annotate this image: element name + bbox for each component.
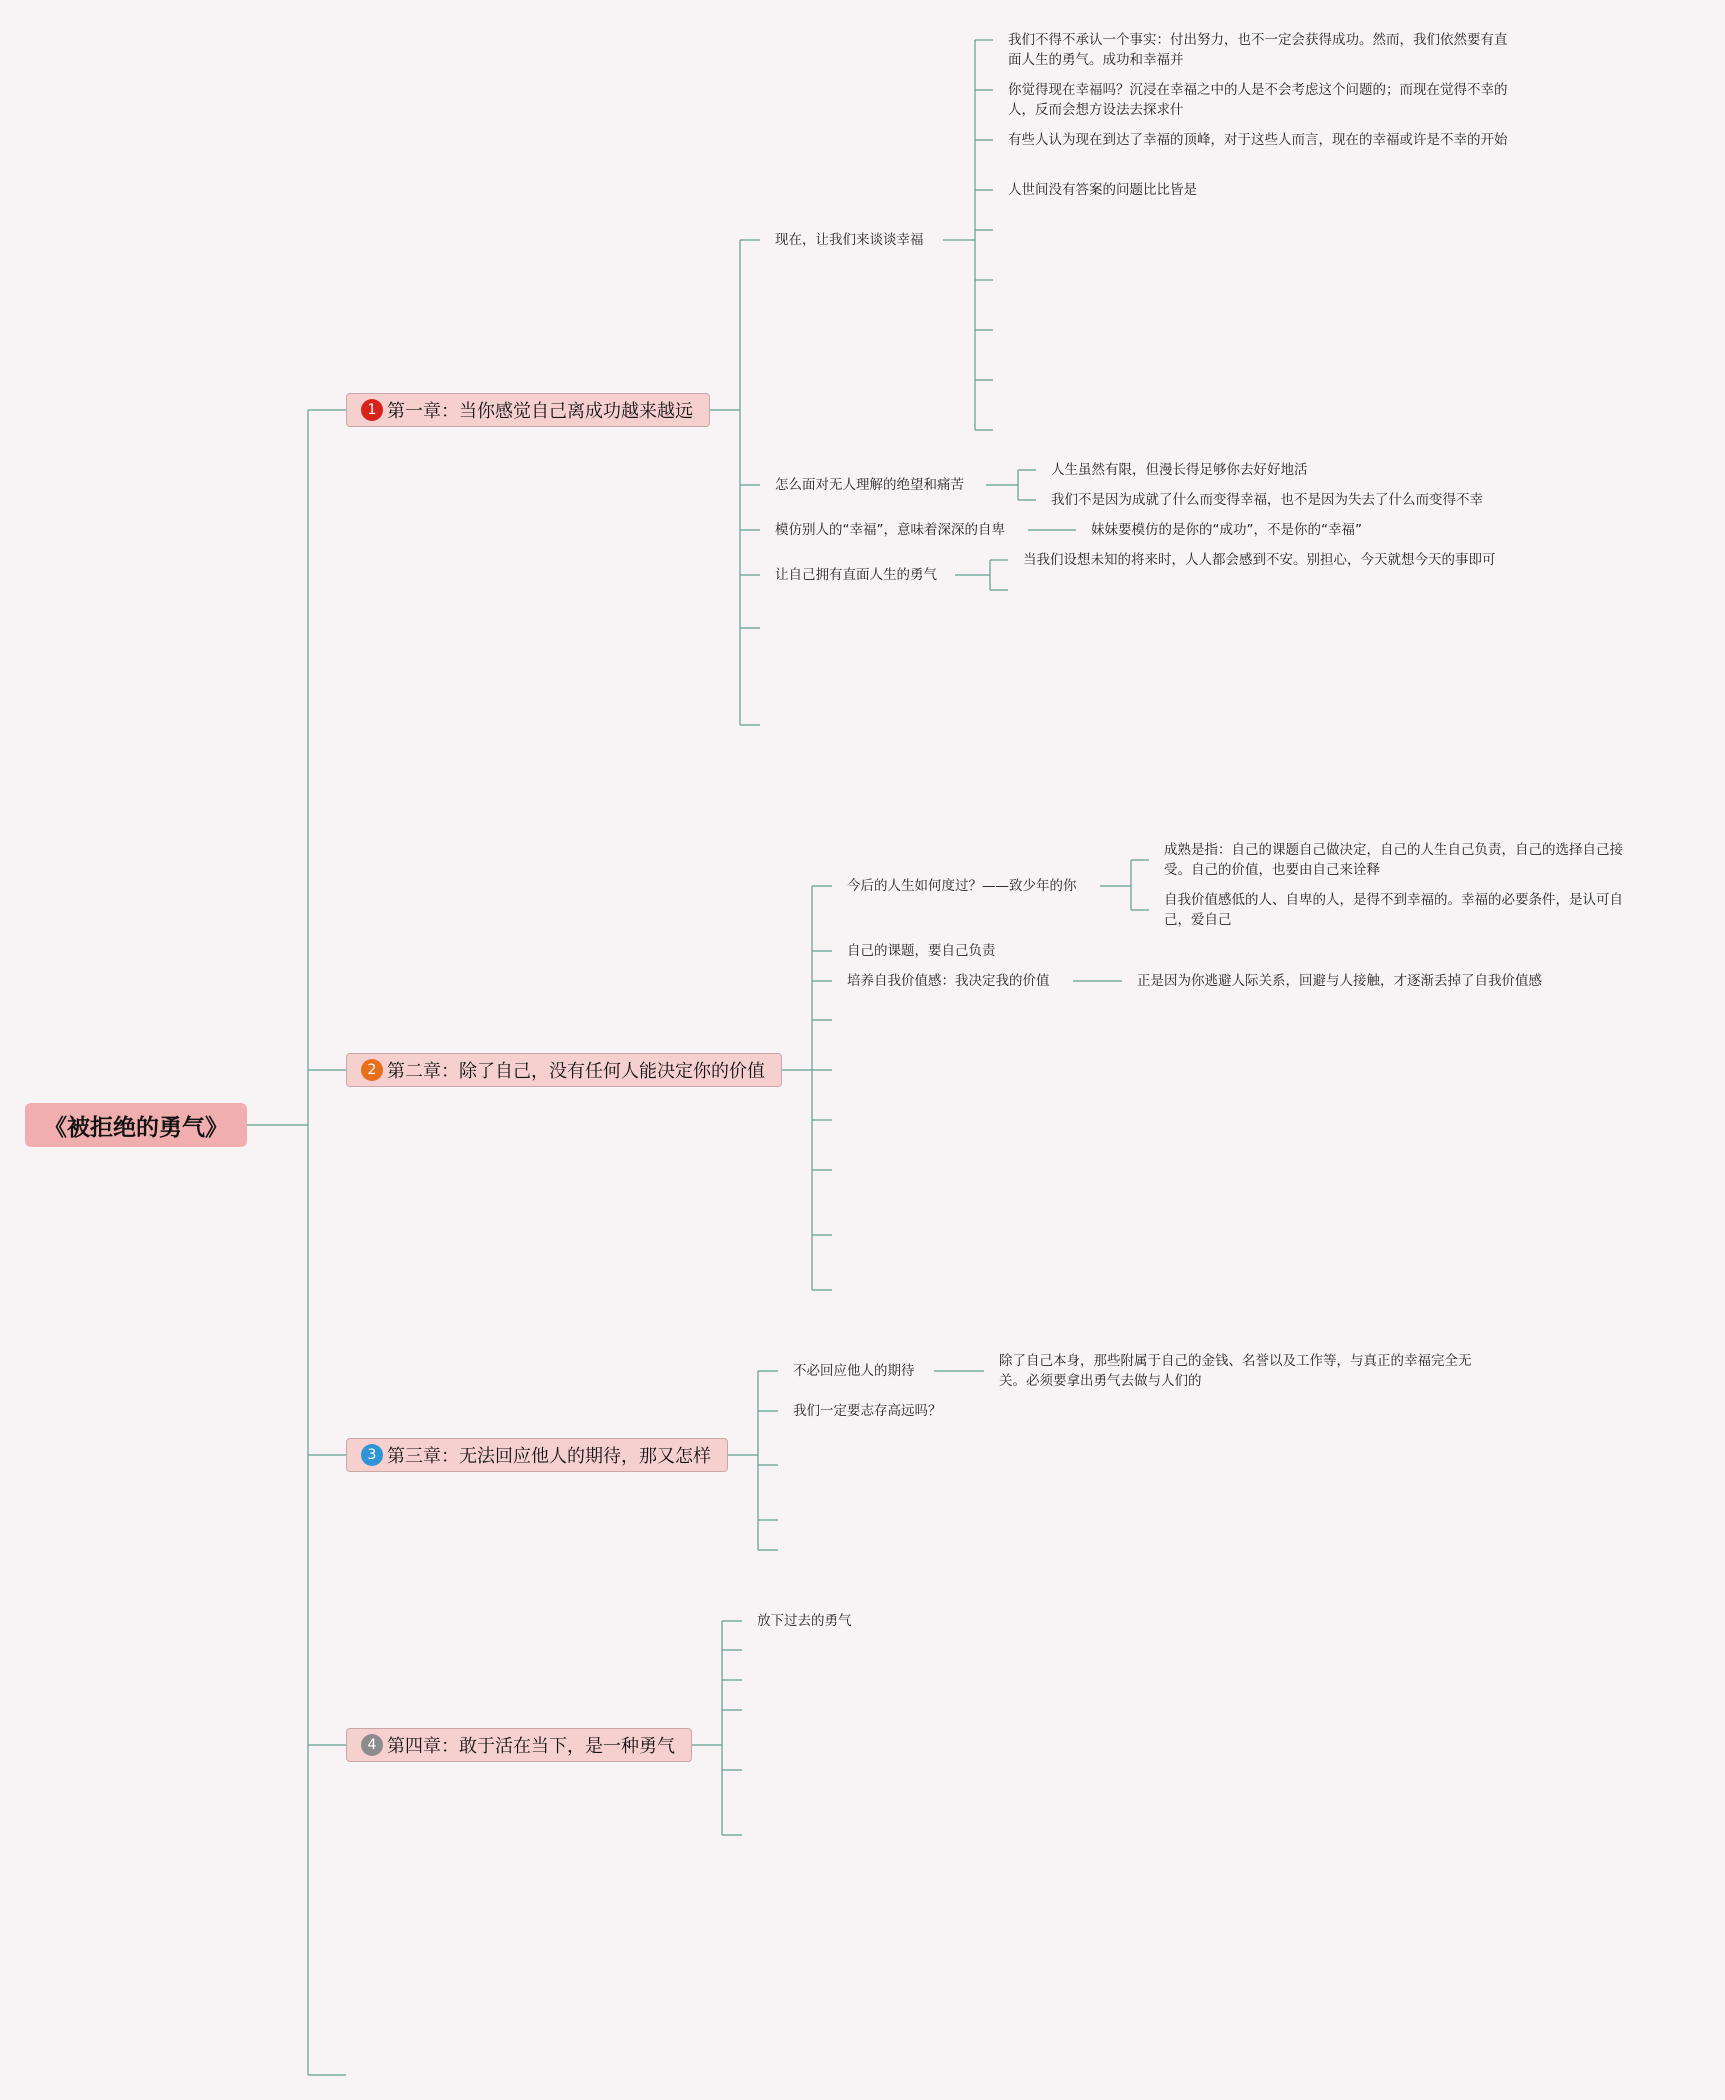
root-title: 《被拒绝的勇气》 [44,1114,228,1141]
leaf-1-1-1[interactable]: 我们不得不承认一个事实：付出努力，也不一定会获得成功。然而，我们依然要有直面人生的勇气。成功和幸福并 [1008,32,1508,68]
chapter-title: 第二章：除了自己，没有任何人能决定你的价值 [387,1061,765,1082]
leaf-1-1-2[interactable]: 你觉得现在幸福吗？沉浸在幸福之中的人是不会考虑这个问题的；而现在觉得不幸的人，反而会想方设法去探求什 [1008,82,1508,118]
topic-4-1[interactable]: 放下过去的勇气 [757,1613,852,1629]
leaf-2-1-1[interactable]: 成熟是指：自己的课题自己做决定，自己的人生自己负责，自己的选择自己接受。自己的价值，也要由自己来诠释 [1164,842,1623,878]
topic-1-2[interactable]: 怎么面对无人理解的绝望和痛苦 [775,477,964,493]
leaf-1-4-1[interactable]: 当我们设想未知的将来时，人人都会感到不安。别担心，今天就想今天的事即可 [1023,552,1496,568]
leaf-1-2-1[interactable]: 人生虽然有限，但漫长得足够你去好好地活 [1051,462,1308,478]
chapter-number-badge: 1 [361,399,383,421]
leaf-1-1-4[interactable]: 人世间没有答案的问题比比皆是 [1008,182,1197,198]
leaf-1-2-2[interactable]: 我们不是因为成就了什么而变得幸福，也不是因为失去了什么而变得不幸 [1051,492,1483,508]
leaf-2-1-2[interactable]: 自我价值感低的人、自卑的人，是得不到幸福的。幸福的必要条件，是认可自己，爱自己 [1164,892,1623,928]
root-node[interactable] [25,1103,247,1147]
chapter-number-badge: 3 [361,1444,383,1466]
leaf-2-3-1[interactable]: 正是因为你逃避人际关系，回避与人接触，才逐渐丢掉了自我价值感 [1137,973,1542,989]
chapter-1-node[interactable] [346,393,710,427]
chapter-number-badge: 4 [361,1734,383,1756]
chapter-2-node[interactable] [346,1053,782,1087]
topic-2-2[interactable]: 自己的课题，要自己负责 [847,943,996,959]
chapter-title: 第一章：当你感觉自己离成功越来越远 [387,401,693,422]
chapter-title: 第三章：无法回应他人的期待，那又怎样 [387,1446,711,1467]
chapter-3-node[interactable] [346,1438,728,1472]
chapter-number-badge: 2 [361,1059,383,1081]
topic-2-1[interactable]: 今后的人生如何度过？——致少年的你 [847,878,1077,894]
topic-1-1[interactable]: 现在，让我们来谈谈幸福 [775,232,924,248]
chapter-4-node[interactable] [346,1728,692,1762]
leaf-1-3-1[interactable]: 妹妹要模仿的是你的“成功”，不是你的“幸福” [1091,522,1362,538]
topic-1-4[interactable]: 让自己拥有直面人生的勇气 [775,567,937,583]
leaf-3-1-1[interactable]: 除了自己本身，那些附属于自己的金钱、名誉以及工作等，与真正的幸福完全无关。必须要拿出勇气去做与人们的 [999,1353,1472,1389]
chapter-title: 第四章：敢于活在当下，是一种勇气 [387,1736,675,1757]
topic-2-3[interactable]: 培养自我价值感：我决定我的价值 [847,973,1050,989]
topic-3-2[interactable]: 我们一定要志存高远吗？ [793,1403,942,1419]
leaf-1-1-3[interactable]: 有些人认为现在到达了幸福的顶峰，对于这些人而言，现在的幸福或许是不幸的开始 [1008,132,1508,148]
topic-1-3[interactable]: 模仿别人的“幸福”，意味着深深的自卑 [775,522,1005,538]
topic-3-1[interactable]: 不必回应他人的期待 [793,1363,915,1379]
